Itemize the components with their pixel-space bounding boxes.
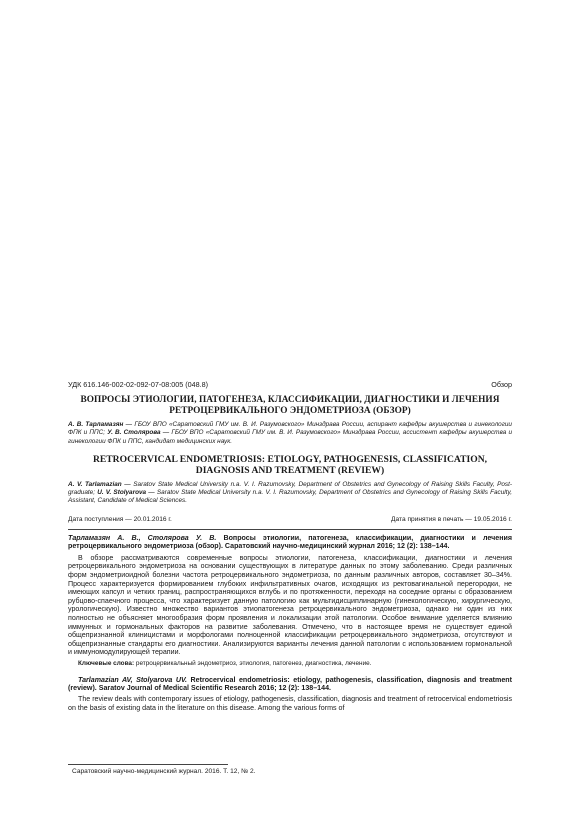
keywords-text: ретроцервикальный эндометриоз, этиология, патогенез, диагностика, лечение. — [134, 659, 372, 667]
author-2-name-en: U. V. Stolyarova — [97, 489, 147, 497]
keywords — [68, 660, 512, 668]
article-first-page — [68, 380, 512, 712]
author-1-name-en: A. V. Tarlamazian — [68, 480, 122, 488]
title-english: RETROCERVICAL ENDOMETRIOSIS: ETIOLOGY, PATHOGENESIS, CLASSIFICATION, DIAGNOSIS AND TREATMENT (REVIEW) — [92, 453, 488, 477]
journal-footer: Саратовский научно-медицинский журнал. 2016. Т. 12, № 2. — [72, 768, 256, 775]
citation-authors-en: Tarlamazian AV, Stolyarova UV. — [78, 675, 188, 684]
abstract-english: The review deals with contemporary issues of etiology, pathogenesis, classification, diagnosis and treatment of retrocervical endometriosis on the basis of existing data in the literature on this disease. Among the various forms of — [68, 694, 512, 712]
author-2-affiliation-en: — Saratov State Medical University n.a. V. I. Razumovsky, Department of Obstetrics and Gynecology of Raising Skills Faculty, Assistant, Candidate of Medical Sciences. — [68, 489, 512, 505]
abstract-russian: В обзоре рассматриваются современные вопросы этиологии, патогенеза, классификации, диагностики и лечения ретроцервикального эндометриоза на основании существующих в литературе данных по этому заболеванию. Среди различных форм эндометриоидной болезни частота ретроцервикального эндометриоза, по данным различных авторов, составляет 30–34%. Процесс характеризуется формированием глубоких инфильтративных очагов, исходящих из ректовагинальной перегородки, не имеющих капсул и четких границ, распространяющихся вглубь и по протяженности, переходя на соседние органы с образованием рубцово-спаечного процесса, что характеризует данную патологию как мультидисциплинарную (гинекологическую, хирургическую, урологическую). Известно множество вариантов этиопатогенеза ретроцервикального эндометриоза, однако ни один из них полностью не объясняет многообразия форм проявления и локализации этой патологии. Особое внимание уделяется влиянию иммунных и гормональных факторов на развитие заболевания. Отмечено, что в настоящее время не существует единой общепризнанной клиницистами и морфологами полноценной классификации ретроцервикального эндометриоза, отсутствуют и общепризнанные стандарты его диагностики. Анализируются варианты лечения данной патологии с использованием гормональной и иммуномодулирующей терапии. — [68, 553, 512, 657]
citation-authors-ru: Тарламазян А. В., Столярова У. В. — [68, 533, 217, 542]
header-row — [68, 380, 512, 390]
date-received: Дата поступления — 20.01.2016 г. — [68, 515, 172, 523]
divider — [68, 529, 512, 530]
citation-english — [68, 676, 512, 693]
udk-code: УДК 616.146-002-02-092-07-08:005 (048.8) — [68, 380, 208, 389]
keywords-label: Ключевые слова: — [78, 659, 135, 667]
citation-russian — [68, 534, 512, 551]
dates-row — [68, 515, 512, 524]
author-2-affiliation-ru: — ГБОУ ВПО «Саратовский ГМУ им. В. И. Разумовского» Минздрава России, ассистент кафедры акушерства и гинекологии ФПК и ППС, кандидат медицинских наук. — [68, 429, 512, 445]
author-1-affiliation-ru: — ГБОУ ВПО «Саратовский ГМУ им. В. И. Разумовского» Минздрава России, аспирант кафедры акушерства и гинекологии ФПК и ППС; — [68, 421, 512, 437]
author-1-name-ru: А. В. Тарламазян — [68, 421, 124, 428]
footer-divider — [68, 764, 228, 765]
title-russian: ВОПРОСЫ ЭТИОЛОГИИ, ПАТОГЕНЕЗА, КЛАССИФИКАЦИИ, ДИАГНОСТИКИ И ЛЕЧЕНИЯ РЕТРОЦЕРВИКАЛЬНОГО ЭНДОМЕТРИОЗА (ОБЗОР) — [80, 395, 500, 416]
citation-text-en: Retrocervical endometriosis: etiology, pathogenesis, classification, diagnosis and treatment (review). Saratov Journal of Medical Scientific Research 2016; 12 (2): 138–144. — [68, 675, 512, 693]
author-1-affiliation-en: — Saratov State Medical University n.a. V. I. Razumovsky, Department of Obstetrics and Gynecology of Raising Skills Faculty, Post-graduate; — [68, 480, 512, 497]
authors-russian — [68, 421, 512, 446]
date-accepted: Дата принятия в печать — 19.05.2016 г. — [391, 515, 512, 523]
section-label: Обзор — [491, 380, 512, 389]
authors-english — [68, 481, 512, 506]
citation-text-ru: Вопросы этиологии, патогенеза, классификации, диагностики и лечения ретроцервикального эндометриоза (обзор). Саратовский научно-медицинский журнал 2016; 12 (2): 138–144. — [68, 533, 512, 551]
author-2-name-ru: У. В. Столярова — [107, 429, 161, 437]
